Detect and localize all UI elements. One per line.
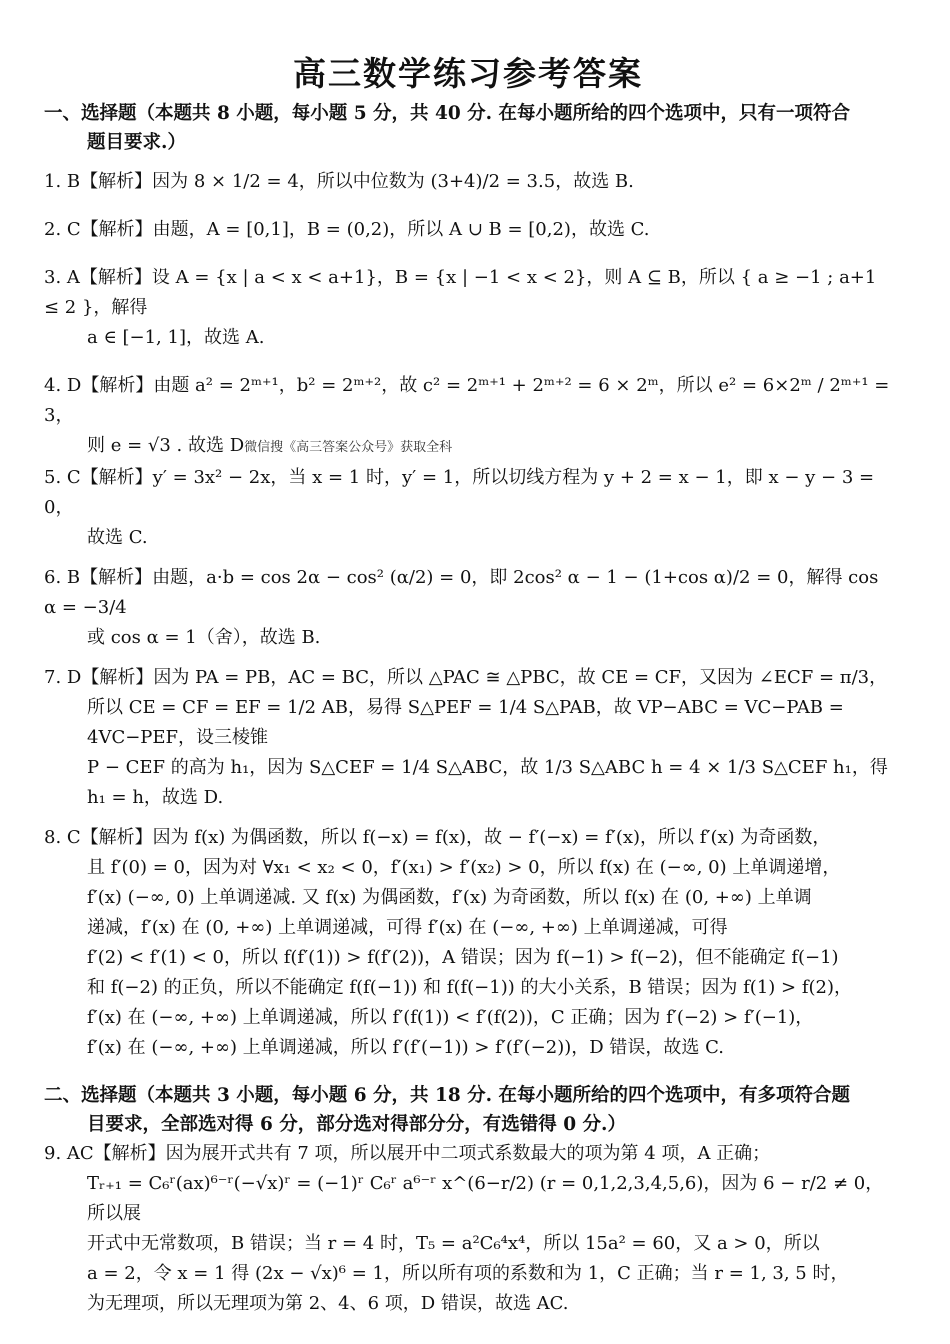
answer-line: 6. B【解析】由题，a·b = cos 2α − cos² (α/2) = 0，即 2cos² α − 1 − (1+cos α)/2 = 0，解得 cos α = −3/4 <box>44 567 879 618</box>
answer-line: f′(x) (−∞, 0) 上单调递减. 又 f(x) 为偶函数，f′(x) 为奇函数，所以 f(x) 在 (0, +∞) 上单调 <box>87 887 812 908</box>
answer-line: a = 2，令 x = 1 得 (2x − √x)⁶ = 1，所以所有项的系数和为 1，C 正确；当 r = 1, 3, 5 时， <box>87 1263 849 1284</box>
answer-line: 1. B【解析】因为 8 × 1/2 = 4，所以中位数为 (3+4)/2 = 3.5，故选 B. <box>44 171 634 192</box>
answer-line: 且 f′(0) = 0，因为对 ∀x₁ < x₂ < 0，f′(x₁) > f′(x₂) > 0，所以 f(x) 在 (−∞, 0) 上单调递增， <box>87 857 841 878</box>
answer-q5 <box>44 463 892 553</box>
answer-line: 故选 C. <box>87 527 148 548</box>
answer-line: 3. A【解析】设 A = {x | a < x < a+1}，B = {x | −1 < x < 2}，则 A ⊆ B，所以 { a ≥ −1 ; a+1 ≤ 2 }，解得 <box>44 267 877 318</box>
answer-line: 开式中无常数项，B 错误；当 r = 4 时，T₅ = a²C₆⁴x⁴，所以 15a² = 60，又 a > 0，所以 <box>87 1233 820 1254</box>
answer-line: 则 e = √3 . 故选 D <box>87 435 245 456</box>
answer-q6 <box>44 563 892 653</box>
answer-line: 2. C【解析】由题，A = [0,1]，B = (0,2)，所以 A ∪ B = [0,2)，故选 C. <box>44 219 650 240</box>
answer-line: 5. C【解析】y′ = 3x² − 2x，当 x = 1 时，y′ = 1，所以切线方程为 y + 2 = x − 1，即 x − y − 3 = 0， <box>44 467 875 518</box>
answer-line: P − CEF 的高为 h₁，因为 S△CEF = 1/4 S△ABC，故 1/3 S△ABC h = 4 × 1/3 S△CEF h₁，得 h₁ = h，故选 D. <box>87 757 888 808</box>
answer-line: 9. AC【解析】因为展开式共有 7 项，所以展开中二项式系数最大的项为第 4 项，A 正确； <box>44 1143 771 1164</box>
watermark-text: 微信搜《高三答案公众号》获取全科 <box>244 440 453 455</box>
answer-line: 8. C【解析】因为 f(x) 为偶函数，所以 f(−x) = f(x)，故 − f′(−x) = f′(x)，所以 f′(x) 为奇函数， <box>44 827 831 848</box>
section-1-line-1: 一、选择题（本题共 8 小题，每小题 5 分，共 40 分. 在每小题所给的四个选项中，只有一项符合 <box>44 103 851 124</box>
answer-line: 或 cos α = 1（舍），故选 B. <box>87 627 321 648</box>
answer-q2 <box>44 215 892 245</box>
answer-line: f′(2) < f′(1) < 0，所以 f(f′(1)) > f(f′(2))，A 错误；因为 f(−1) > f(−2)，但不能确定 f(−1) <box>87 947 839 968</box>
answer-q3 <box>44 263 892 353</box>
answer-line: f′(x) 在 (−∞, +∞) 上单调递减，所以 f′(f′(−1)) > f′(f′(−2))，D 错误，故选 C. <box>87 1037 724 1058</box>
answer-q8 <box>44 823 892 1063</box>
answer-line: 为无理项，所以无理项为第 2、4、6 项，D 错误，故选 AC. <box>87 1293 569 1314</box>
section-1-header <box>44 99 892 157</box>
answer-q4 <box>44 371 892 463</box>
answer-line: 4. D【解析】由题 a² = 2ᵐ⁺¹，b² = 2ᵐ⁺²，故 c² = 2ᵐ⁺¹ + 2ᵐ⁺² = 6 × 2ᵐ，所以 e² = 6×2ᵐ / 2ᵐ⁺¹ = 3， <box>44 375 890 426</box>
page-title: 高三数学练习参考答案 <box>293 54 643 93</box>
answer-line: 7. D【解析】因为 PA = PB，AC = BC，所以 △PAC ≅ △PBC，故 CE = CF，又因为 ∠ECF = π/3， <box>44 667 888 688</box>
answer-line: f′(x) 在 (−∞, +∞) 上单调递减，所以 f′(f(1)) < f′(f(2))，C 正确；因为 f′(−2) > f′(−1)， <box>87 1007 814 1028</box>
answer-line: 和 f(−2) 的正负，所以不能确定 f(f(−1)) 和 f(f(−1)) 的大小关系，B 错误；因为 f(1) > f(2)， <box>87 977 852 998</box>
answer-line-with-watermark <box>44 431 892 463</box>
answer-line: 递减，f′(x) 在 (0, +∞) 上单调递减，可得 f′(x) 在 (−∞, +∞) 上单调递减，可得 <box>87 917 728 938</box>
section-1-line-2: 题目要求.） <box>87 132 186 153</box>
section-2-line-1: 二、选择题（本题共 3 小题，每小题 6 分，共 18 分. 在每小题所给的四个选项中，有多项符合题 <box>44 1085 851 1106</box>
answer-line: 所以 CE = CF = EF = 1/2 AB，易得 S△PEF = 1/4 S△PAB，故 VP−ABC = VC−PAB = 4VC−PEF，设三棱锥 <box>87 697 844 748</box>
section-2-line-2: 目要求，全部选对得 6 分，部分选对得部分分，有选错得 0 分.） <box>87 1114 626 1135</box>
answer-line: Tᵣ₊₁ = C₆ʳ(ax)⁶⁻ʳ(−√x)ʳ = (−1)ʳ C₆ʳ a⁶⁻ʳ x^(6−r/2) (r = 0,1,2,3,4,5,6)，因为 6 − r/2 ≠ 0，所以展 <box>87 1173 884 1224</box>
answer-q7 <box>44 663 892 813</box>
answer-q1 <box>44 167 892 197</box>
answer-q9 <box>44 1139 892 1319</box>
section-2-header <box>44 1081 892 1139</box>
answer-line: a ∈ [−1, 1]，故选 A. <box>87 327 265 348</box>
